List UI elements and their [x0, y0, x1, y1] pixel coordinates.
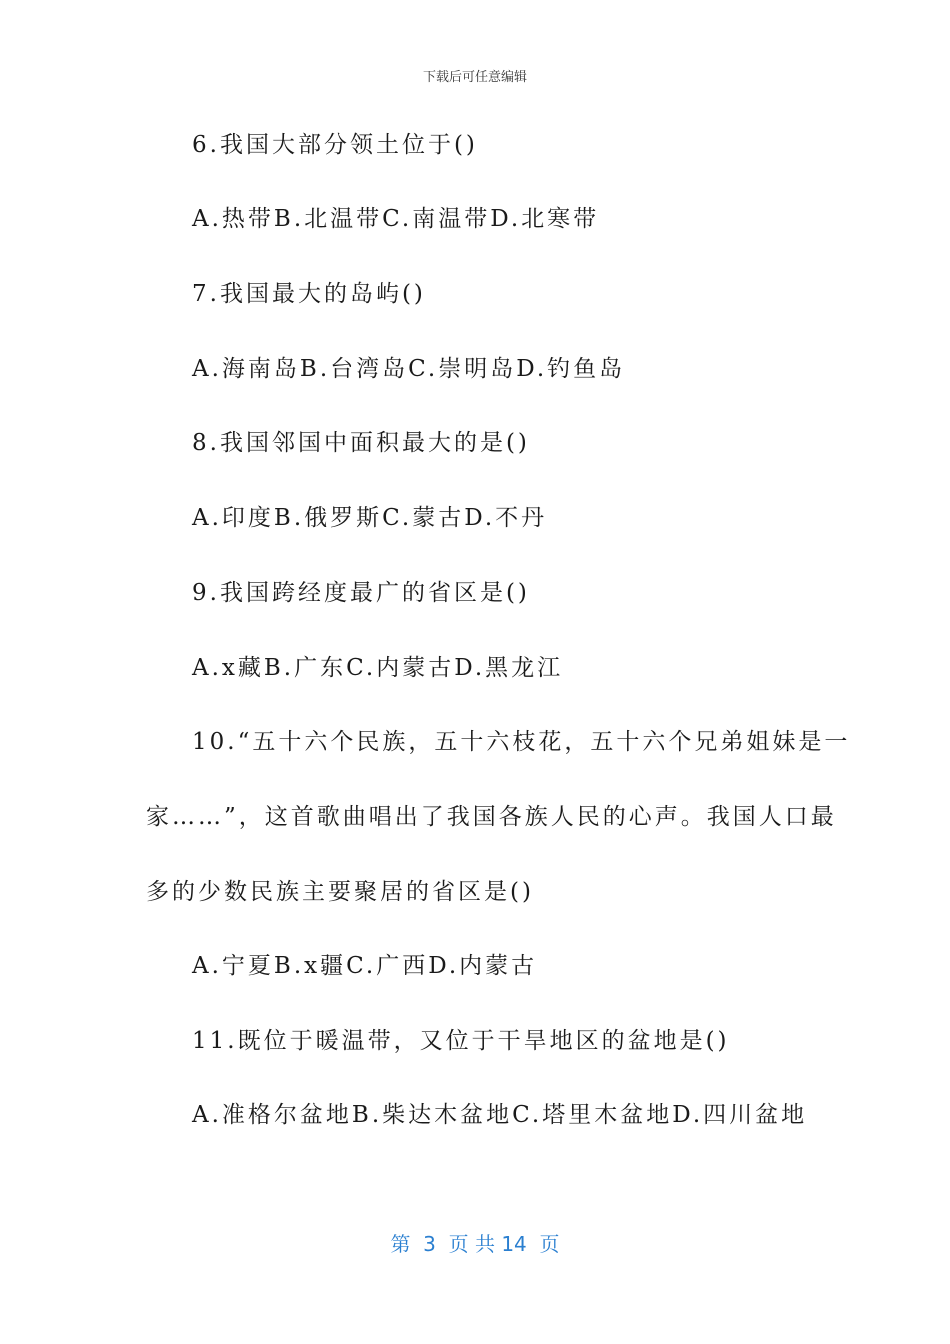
question-9-options: A.x藏B.广东C.内蒙古D.黑龙江	[192, 655, 564, 681]
question-7-options: A.海南岛B.台湾岛C.崇明岛D.钓鱼岛	[192, 356, 626, 382]
question-8: 8.我国邻国中面积最大的是()	[192, 430, 530, 456]
header-note: 下载后可任意编辑	[422, 70, 527, 85]
question-9: 9.我国跨经度最广的省区是()	[192, 580, 530, 606]
question-7: 7.我国最大的岛屿()	[192, 281, 426, 307]
question-6-options: A.热带B.北温带C.南温带D.北寒带	[192, 206, 600, 232]
question-8-options: A.印度B.俄罗斯C.蒙古D.不丹	[192, 505, 548, 531]
page-number-footer: 第 3 页 共 14 页	[390, 1232, 560, 1256]
question-10-line-3: 多的少数民族主要聚居的省区是()	[146, 879, 534, 905]
question-10-options: A.宁夏B.x疆C.广西D.内蒙古	[192, 953, 538, 979]
question-10-line-1: 10.“五十六个民族，五十六枝花，五十六个兄弟姐妹是一	[192, 729, 851, 755]
question-10-line-2: 家……”，这首歌曲唱出了我国各族人民的心声。我国人口最	[146, 804, 837, 830]
question-11-options: A.准格尔盆地B.柴达木盆地C.塔里木盆地D.四川盆地	[192, 1102, 808, 1128]
question-11: 11.既位于暖温带，又位于干旱地区的盆地是()	[192, 1028, 730, 1054]
question-6: 6.我国大部分领土位于()	[192, 132, 478, 158]
